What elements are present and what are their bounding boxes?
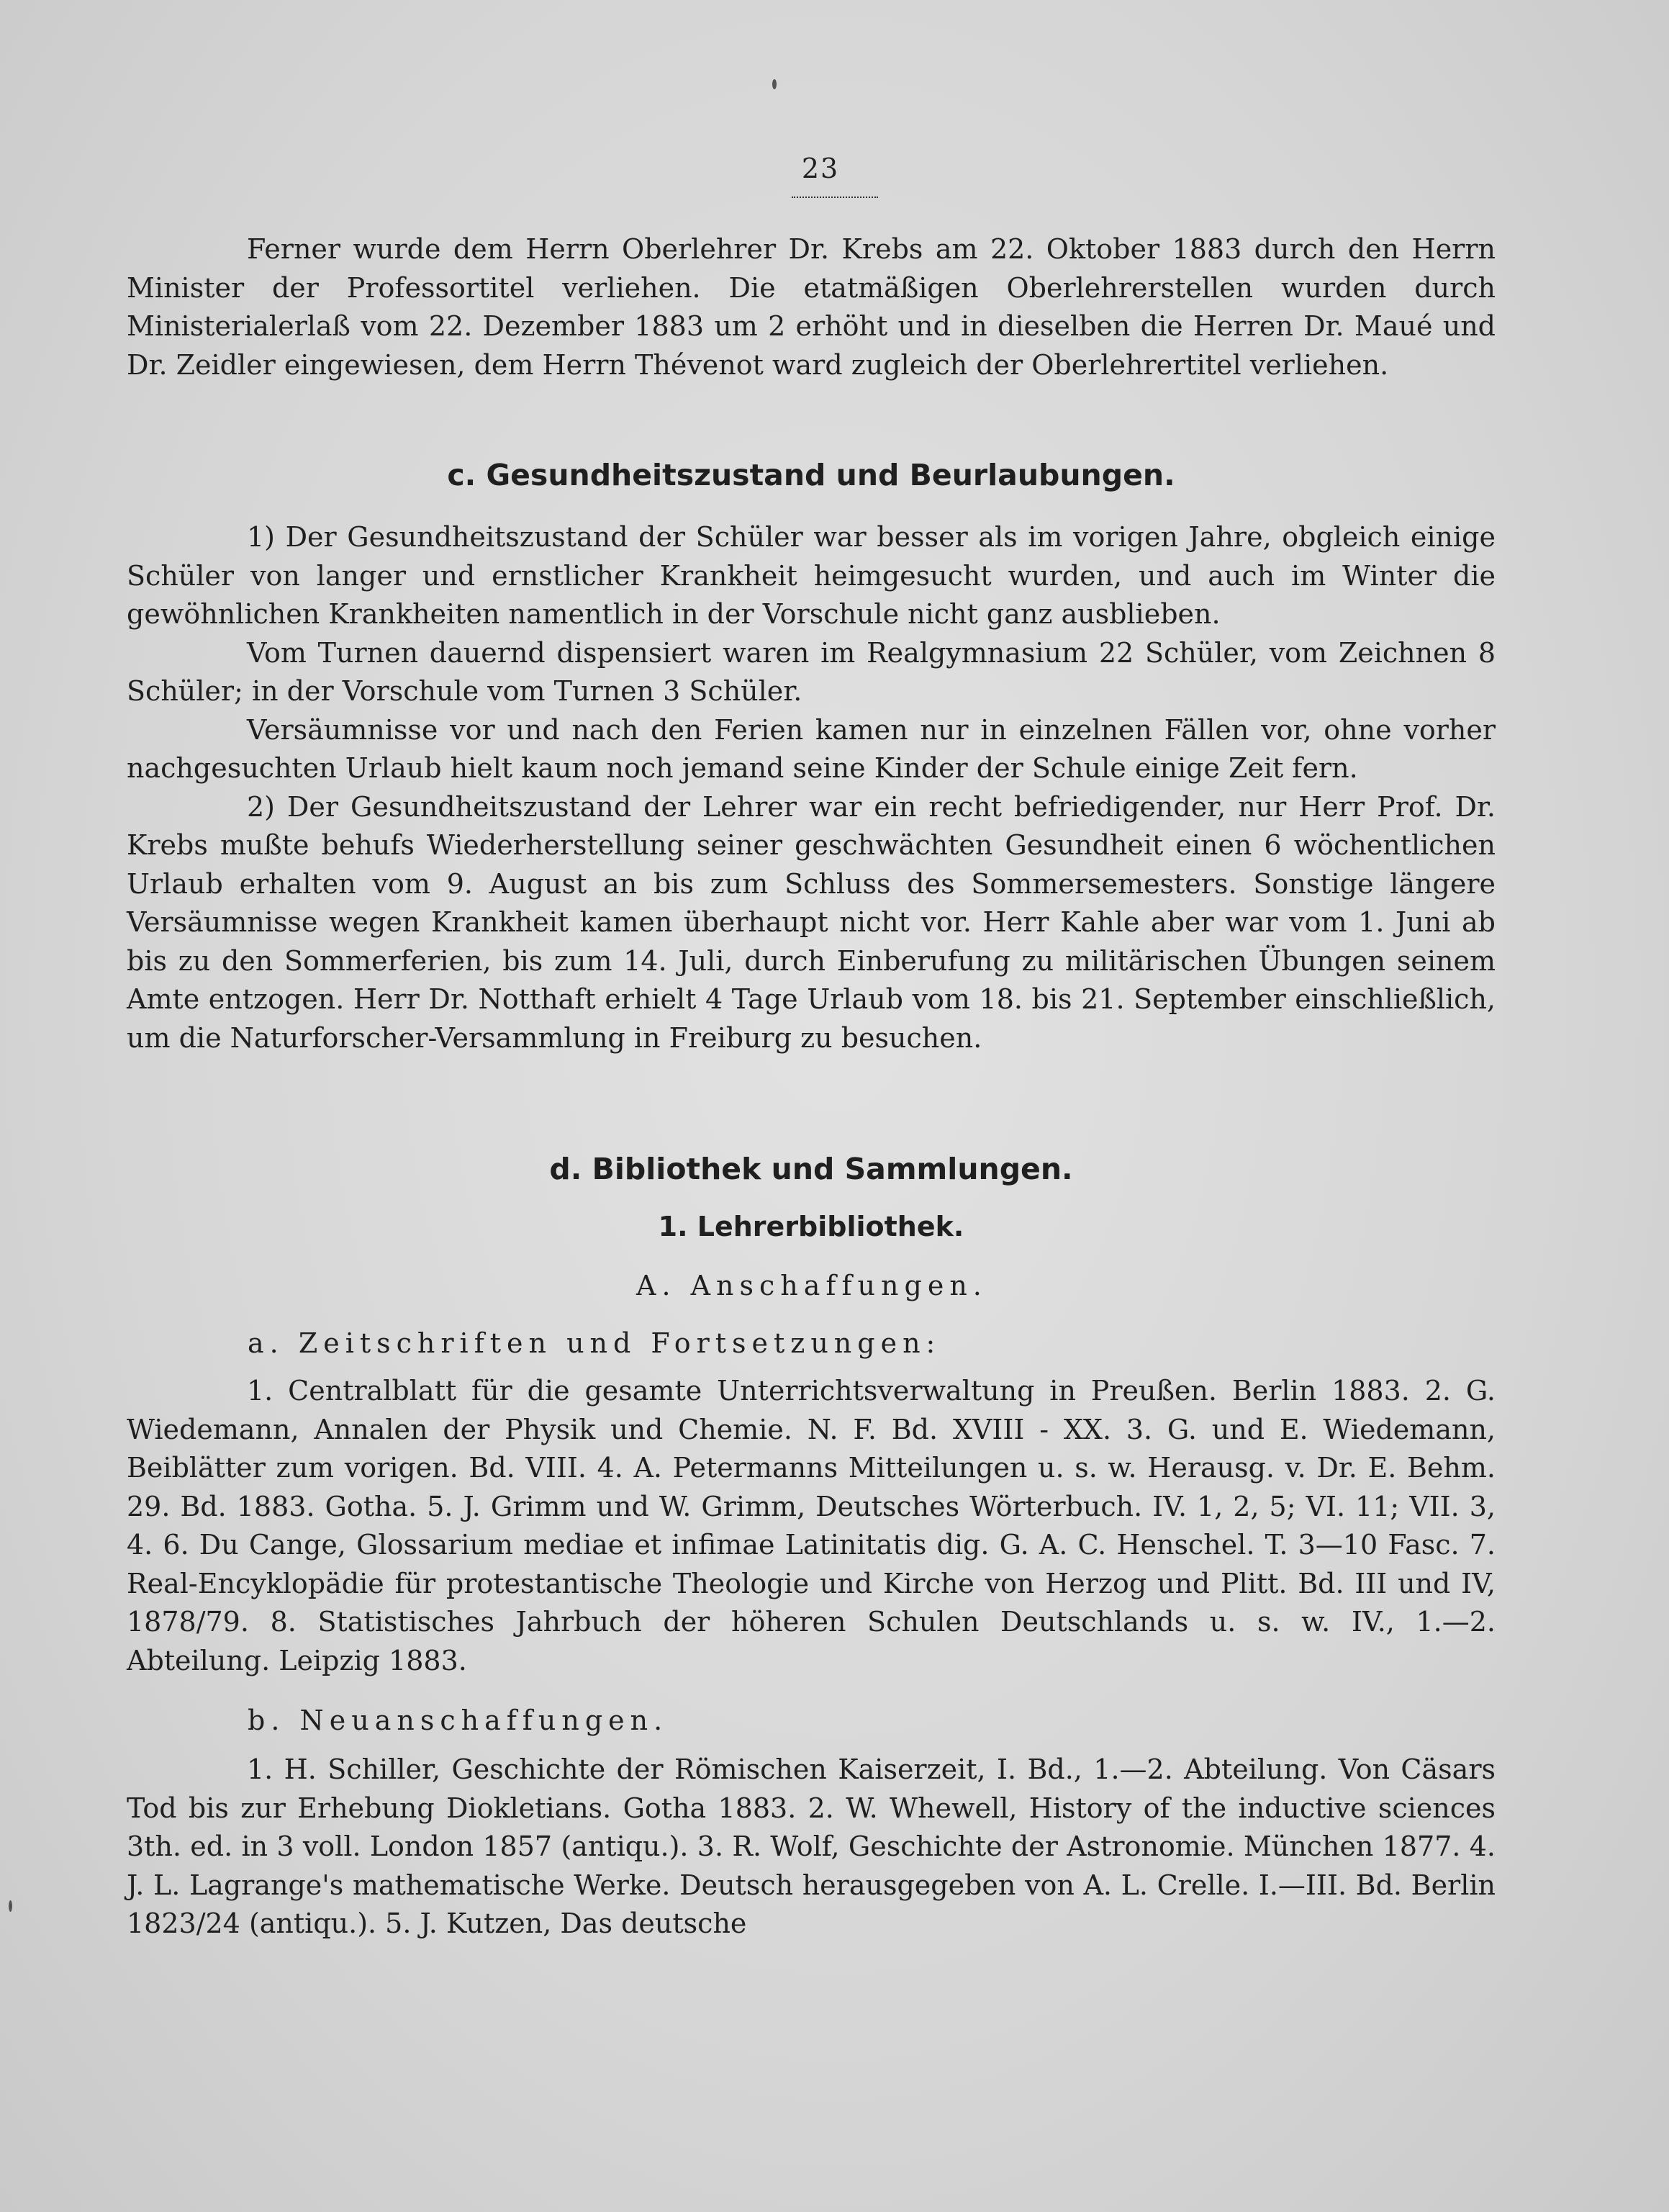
subsection-A-heading: A. Anschaffungen. bbox=[636, 1270, 987, 1301]
subsection-a-heading: a. Zeitschriften und Fortsetzungen: bbox=[248, 1327, 941, 1359]
page-number-rule bbox=[792, 197, 878, 198]
page-number: 23 bbox=[801, 153, 840, 184]
list-b-entries: 1. H. Schiller, Geschichte der Römischen Kaiserzeit, I. Bd., 1.—2. Abteilung. Von Cäsars Tod bis zur Erhebung Diokletians. Gotha 1883. 2. W. Whewell, History of the inductive sciences 3th. ed. in 3 voll. London 1857 (antiqu.). 3. R. Wolf, Geschichte der Astronomie. München 1877. 4. J. L. Lagrange's mathematische Werke. Deutsch herausgegeben von A. L. Crelle. I.—III. Bd. Berlin 1823/24 (antiqu.). 5. J. Kutzen, Das deutsche bbox=[127, 1753, 1496, 1939]
list-b-block bbox=[127, 1751, 1496, 1944]
list-a-block bbox=[127, 1372, 1496, 1680]
section-c-paragraph-1: 1) Der Gesundheitszustand der Schüler war besser als im vorigen Jahre, obgleich einige Schüler von langer und ernstlicher Krankheit heimgesucht wurden, und auch im Winter die gewöhnlichen Krankheiten namentlich in der Vorschule nicht ganz ausblieben. bbox=[127, 521, 1496, 630]
section-c-body bbox=[127, 518, 1496, 1057]
section-d-heading: d. Bibliothek und Sammlungen. bbox=[549, 1152, 1073, 1186]
list-a-entries: 1. Centralblatt für die gesamte Unterrichtsverwaltung in Preußen. Berlin 1883. 2. G. Wiedemann, Annalen der Physik und Chemie. N. F. Bd. XVIII - XX. 3. G. und E. Wiedemann, Beiblätter zum vorigen. Bd. VIII. 4. A. Petermanns Mitteilungen u. s. w. Herausg. v. Dr. E. Behm. 29. Bd. 1883. Gotha. 5. J. Grimm und W. Grimm, Deutsches Wörterbuch. IV. 1, 2, 5; VI. 11; VII. 3, 4. 6. Du Cange, Glossarium mediae et infimae Latinitatis dig. G. A. C. Henschel. T. 3—10 Fasc. 7. Real-Encyklopädie für protestantische Theologie und Kirche von Herzog und Plitt. Bd. III und IV, 1878/79. 8. Statistisches Jahrbuch der höheren Schulen Deutschlands u. s. w. IV., 1.—2. Abteilung. Leipzig 1883. bbox=[127, 1375, 1496, 1676]
section-c-heading: c. Gesundheitszustand und Beurlaubungen. bbox=[447, 458, 1175, 492]
intro-paragraph-block bbox=[127, 230, 1496, 384]
intro-paragraph: Ferner wurde dem Herrn Oberlehrer Dr. Krebs am 22. Oktober 1883 durch den Herrn Minister der Professortitel verliehen. Die etatmäßigen Oberlehrerstellen wurden durch Ministerialerlaß vom 22. Dezember 1883 um 2 erhöht und in dieselben die Herren Dr. Maué und Dr. Zeidler eingewiesen, dem Herrn Thévenot ward zugleich der Oberlehrertitel verliehen. bbox=[127, 233, 1496, 381]
section-d-subheading: 1. Lehrerbibliothek. bbox=[658, 1211, 964, 1242]
ink-speck bbox=[9, 1900, 12, 1912]
section-c-paragraph-3: Versäumnisse vor und nach den Ferien kamen nur in einzelnen Fällen vor, ohne vorher nachgesuchten Urlaub hielt kaum noch jemand seine Kinder der Schule einige Zeit fern. bbox=[127, 713, 1496, 784]
section-c-paragraph-4: 2) Der Gesundheitszustand der Lehrer war ein recht befriedigender, nur Herr Prof. Dr. Krebs mußte behufs Wiederherstellung seiner geschwächten Gesundheit einen 6 wöchentlichen Urlaub erhalten vom 9. August an bis zum Schluss des Sommersemesters. Sonstige längere Versäumnisse wegen Krankheit kamen überhaupt nicht vor. Herr Kahle aber war vom 1. Juni ab bis zu den Sommerferien, bis zum 14. Juli, durch Einberufung zu militärischen Übungen seinem Amte entzogen. Herr Dr. Notthaft erhielt 4 Tage Urlaub vom 18. bis 21. September einschließlich, um die Naturforscher-Versammlung in Freiburg zu besuchen. bbox=[127, 790, 1496, 1054]
ink-speck bbox=[772, 79, 777, 89]
section-c-paragraph-2: Vom Turnen dauernd dispensiert waren im Realgymnasium 22 Schüler, vom Zeichnen 8 Schüler; in der Vorschule vom Turnen 3 Schüler. bbox=[127, 636, 1496, 707]
subsection-b-heading: b. Neuanschaffungen. bbox=[248, 1705, 669, 1736]
